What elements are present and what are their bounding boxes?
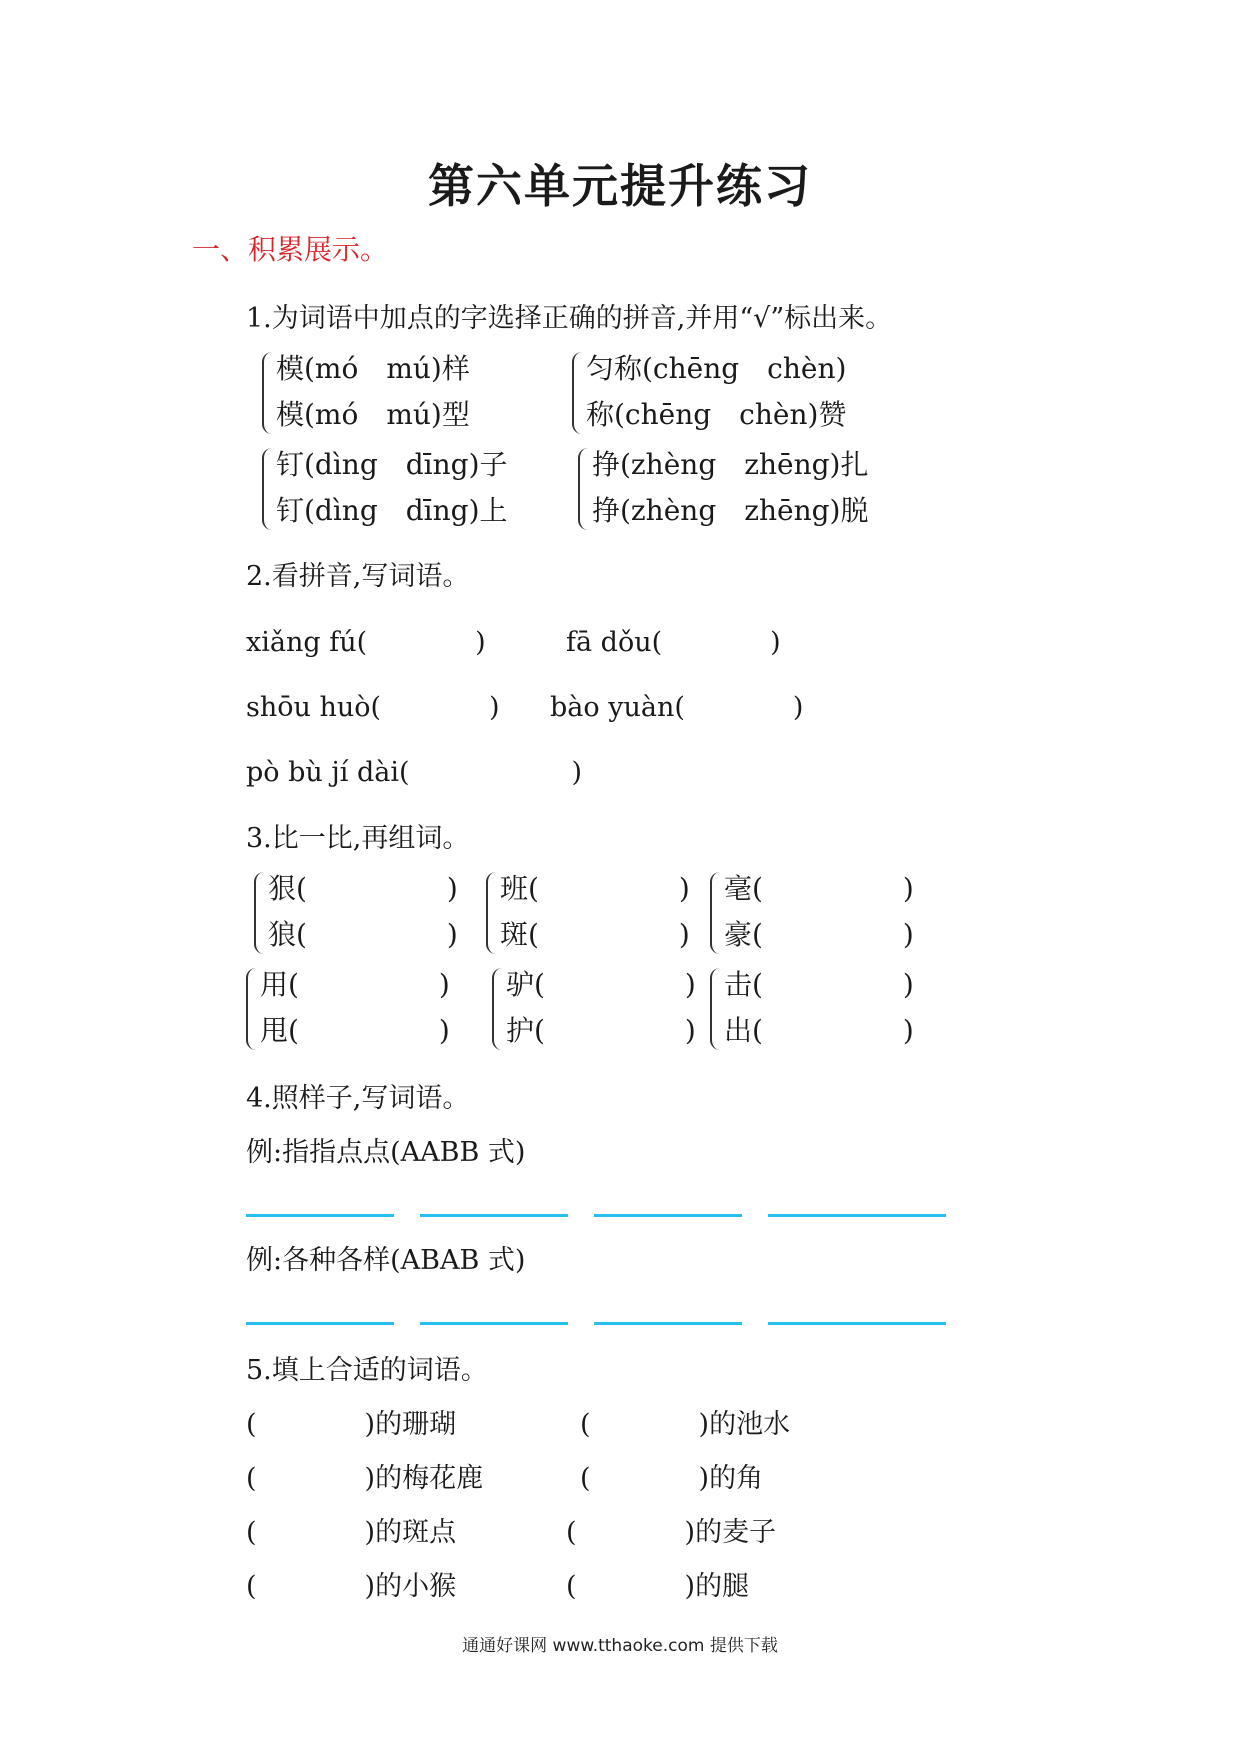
choice-line: 称(chēng chèn)赞: [586, 398, 847, 431]
pinyin-blank[interactable]: xiǎng fú( ): [246, 627, 486, 658]
page-footer: 通通好课网 www.tthaoke.com 提供下载: [462, 1636, 778, 1656]
choice-line: 模(mó mú)样: [276, 352, 470, 385]
fill-blank[interactable]: ( )的梅花鹿: [246, 1463, 484, 1494]
brace-icon: [710, 872, 720, 954]
word-blank[interactable]: 狼( ): [268, 918, 458, 951]
answer-line[interactable]: [246, 1214, 394, 1217]
example-aabb: 例:指指点点(AABB 式): [246, 1137, 526, 1168]
pinyin-choice-group: [262, 346, 470, 438]
question-5-prompt: 5.填上合适的词语。: [246, 1355, 488, 1386]
compare-group: [486, 866, 690, 958]
section-heading: 一、积累展示。: [192, 233, 389, 266]
pinyin-blank[interactable]: bào yuàn( ): [550, 692, 804, 723]
compare-group: [246, 962, 450, 1054]
answer-line[interactable]: [594, 1322, 742, 1325]
word-blank[interactable]: 班( ): [500, 872, 690, 905]
word-blank[interactable]: 豪( ): [724, 918, 914, 951]
word-blank[interactable]: 击( ): [724, 968, 914, 1001]
page-title: 第六单元提升练习: [428, 159, 812, 213]
compare-group: [710, 962, 914, 1054]
word-blank[interactable]: 出( ): [724, 1014, 914, 1047]
fill-blank[interactable]: ( )的珊瑚: [246, 1409, 457, 1440]
brace-icon: [572, 352, 582, 434]
question-3-prompt: 3.比一比,再组词。: [246, 823, 470, 854]
compare-group: [492, 962, 696, 1054]
pinyin-blank[interactable]: pò bù jí dài( ): [246, 757, 583, 788]
question-2-prompt: 2.看拼音,写词语。: [246, 561, 470, 592]
pinyin-choice-group: [262, 442, 508, 534]
word-blank[interactable]: 毫( ): [724, 872, 914, 905]
choice-line: 挣(zhèng zhēng)扎: [592, 448, 869, 481]
brace-icon: [486, 872, 496, 954]
choice-line: 模(mó mú)型: [276, 398, 470, 431]
fill-blank[interactable]: ( )的麦子: [566, 1517, 777, 1548]
brace-icon: [246, 968, 256, 1050]
fill-blank[interactable]: ( )的小猴: [246, 1571, 457, 1602]
word-blank[interactable]: 斑( ): [500, 918, 690, 951]
answer-line[interactable]: [768, 1322, 946, 1325]
example-abab: 例:各种各样(ABAB 式): [246, 1245, 526, 1276]
fill-blank[interactable]: ( )的斑点: [246, 1517, 457, 1548]
pinyin-blank[interactable]: fā dǒu( ): [566, 627, 781, 658]
pinyin-choice-group: [572, 346, 846, 438]
answer-line[interactable]: [594, 1214, 742, 1217]
question-4-prompt: 4.照样子,写词语。: [246, 1083, 470, 1114]
brace-icon: [262, 448, 272, 530]
answer-line[interactable]: [420, 1322, 568, 1325]
brace-icon: [492, 968, 502, 1050]
word-blank[interactable]: 用( ): [260, 968, 450, 1001]
brace-icon: [262, 352, 272, 434]
fill-blank[interactable]: ( )的池水: [580, 1409, 791, 1440]
brace-icon: [710, 968, 720, 1050]
brace-icon: [578, 448, 588, 530]
word-blank[interactable]: 驴( ): [506, 968, 696, 1001]
answer-line[interactable]: [420, 1214, 568, 1217]
question-1-prompt: 1.为词语中加点的字选择正确的拼音,并用“√”标出来。: [246, 303, 893, 334]
compare-group: [710, 866, 914, 958]
pinyin-blank[interactable]: shōu huò( ): [246, 692, 500, 723]
brace-icon: [254, 872, 264, 954]
choice-line: 钉(dìng dīng)上: [276, 494, 508, 527]
fill-blank[interactable]: ( )的腿: [566, 1571, 750, 1602]
choice-line: 挣(zhèng zhēng)脱: [592, 494, 869, 527]
word-blank[interactable]: 甩( ): [260, 1014, 450, 1047]
compare-group: [254, 866, 458, 958]
word-blank[interactable]: 狠( ): [268, 872, 458, 905]
fill-blank[interactable]: ( )的角: [580, 1463, 764, 1494]
answer-line[interactable]: [768, 1214, 946, 1217]
pinyin-choice-group: [578, 442, 868, 534]
word-blank[interactable]: 护( ): [506, 1014, 696, 1047]
choice-line: 钉(dìng dīng)子: [276, 448, 508, 481]
answer-line[interactable]: [246, 1322, 394, 1325]
choice-line: 匀称(chēng chèn): [586, 352, 847, 385]
